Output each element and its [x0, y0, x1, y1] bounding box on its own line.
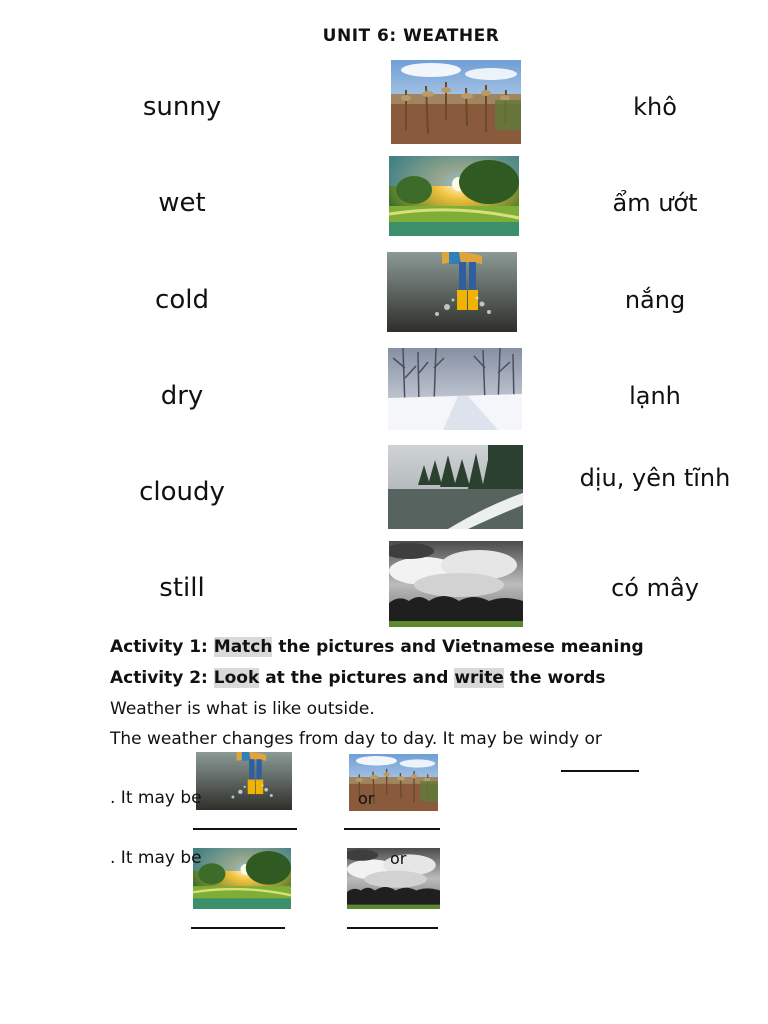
word-dry: dry [160, 381, 204, 411]
page-title: UNIT 6: WEATHER [322, 26, 500, 46]
cloudy-sky-picture [389, 541, 523, 627]
rain-puddle-boots-picture [387, 252, 517, 332]
answer-blank-5[interactable] [347, 927, 438, 929]
word-sunny: sunny [142, 92, 222, 122]
answer-blank-2[interactable] [193, 828, 297, 830]
text-it-may-be-2: . It may be [110, 848, 202, 868]
meaning-co-may: có mây [611, 574, 699, 602]
meaning-lanh: lạnh [629, 382, 681, 410]
word-cloudy: cloudy [139, 477, 225, 507]
text-or-1: or [358, 789, 375, 808]
answer-blank-4[interactable] [191, 927, 285, 929]
word-cold: cold [155, 285, 209, 315]
highlight-match: Match [213, 637, 273, 657]
activity-2: Activity 2: Look at the pictures and write the words [110, 668, 606, 688]
small-rain-picture [196, 752, 292, 810]
snowy-trees-picture [388, 348, 522, 430]
answer-blank-3[interactable] [344, 828, 440, 830]
small-sunny-picture [193, 848, 291, 909]
text-weather-definition: Weather is what is like outside. [110, 699, 375, 719]
text-weather-changes: The weather changes from day to day. It may be windy or [110, 729, 602, 749]
word-wet: wet [158, 188, 206, 218]
activity-1: Activity 1: Match the pictures and Vietnamese meaning [110, 637, 644, 657]
highlight-look: Look [213, 668, 260, 688]
text-or-2: or [390, 849, 407, 868]
meaning-nang: nắng [624, 286, 686, 314]
text-it-may-be-1: . It may be [110, 788, 202, 808]
meaning-diu-yen-tinh: dịu, yên tĩnh [579, 464, 731, 492]
misty-lake-picture [388, 445, 523, 529]
meaning-kho: khô [633, 93, 677, 121]
word-still: still [159, 573, 205, 603]
meaning-am-uot: ẩm ướt [612, 189, 698, 217]
sunny-park-picture [389, 156, 519, 236]
highlight-write: write [454, 668, 504, 688]
dry-field-picture [391, 60, 521, 144]
answer-blank-1[interactable] [561, 770, 639, 772]
